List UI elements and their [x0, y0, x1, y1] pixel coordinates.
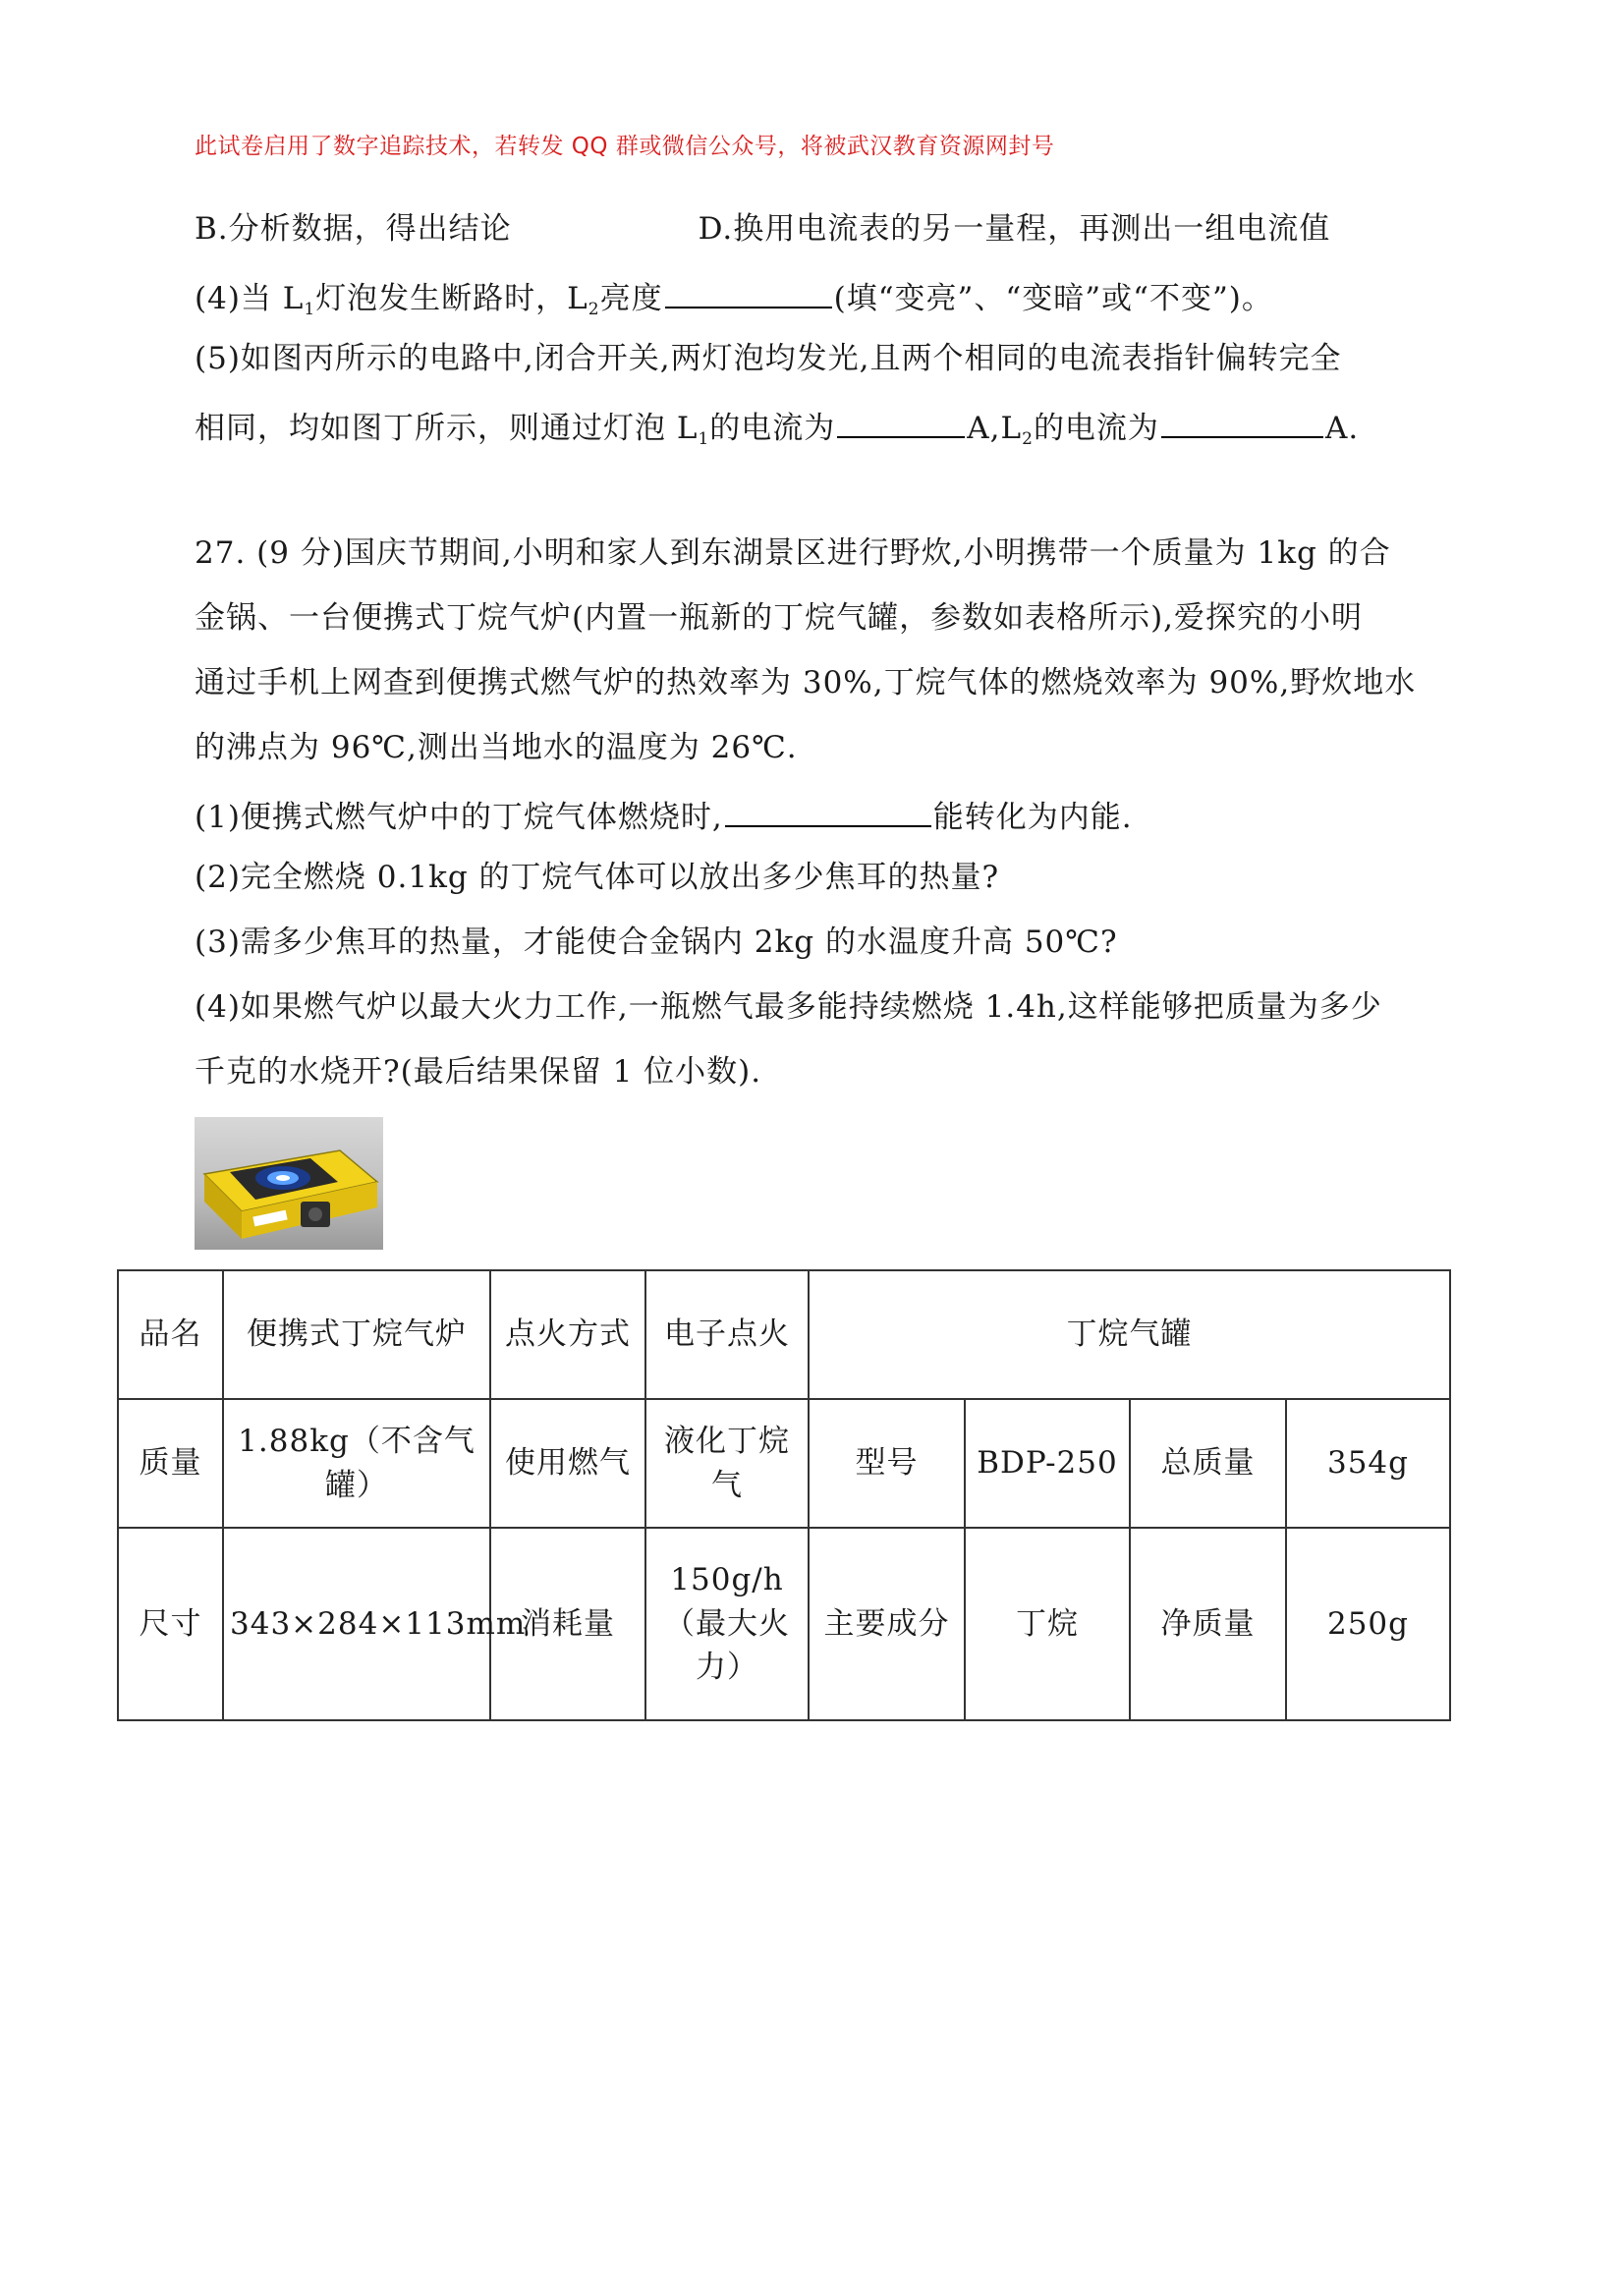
table-row	[118, 1270, 1450, 1399]
option-b: B.分析数据，得出结论	[195, 211, 512, 247]
q27-sub-4-line-2: 千克的水烧开?(最后结果保留 1 位小数).	[195, 1054, 762, 1090]
q27-stem-line-3: 通过手机上网查到便携式燃气炉的热效率为 30%,丁烷气体的燃烧效率为 90%,野炊地水	[195, 665, 1417, 700]
table-cell: 消耗量	[490, 1528, 645, 1720]
watermark-notice: 此试卷启用了数字追踪技术，若转发 QQ 群或微信公众号，将被武汉教育资源网封号	[195, 134, 1055, 159]
q4-subscript-1: 1	[304, 300, 316, 319]
table-cell: 丁烷气罐	[809, 1270, 1450, 1399]
table-cell: 250g	[1286, 1528, 1450, 1720]
q4-text-pre: (4)当 L	[195, 281, 305, 316]
q27-stem-line-1: 27. (9 分)国庆节期间,小明和家人到东湖景区进行野炊,小明携带一个质量为 1kg 的合	[195, 535, 1391, 571]
table-cell: 品名	[118, 1270, 223, 1399]
q27-sub1-text-pre: (1)便携式燃气炉中的丁烷气体燃烧时,	[195, 800, 723, 835]
table-cell: 质量	[118, 1399, 223, 1528]
q4-subscript-2: 2	[588, 300, 600, 319]
stove-photo-icon	[195, 1117, 383, 1250]
table-cell: 总质量	[1130, 1399, 1286, 1528]
q27-sub-2: (2)完全燃烧 0.1kg 的丁烷气体可以放出多少焦耳的热量?	[195, 860, 1000, 895]
table-cell: 液化丁烷气	[645, 1399, 809, 1528]
q4-text-post: (填“变亮”、“变暗”或“不变”)。	[833, 281, 1273, 316]
stove-photo	[195, 1117, 383, 1250]
q27-sub1-text-post: 能转化为内能.	[932, 800, 1133, 835]
q4-answer-blank[interactable]	[665, 279, 832, 308]
q27-sub-1	[195, 798, 1133, 833]
table-cell: 便携式丁烷气炉	[223, 1270, 490, 1399]
table-cell: 型号	[809, 1399, 965, 1528]
q5-text-end: A.	[1324, 411, 1360, 446]
table-cell: 点火方式	[490, 1270, 645, 1399]
question-5-line-1: (5)如图丙所示的电路中,闭合开关,两灯泡均发光,且两个相同的电流表指针偏转完全	[195, 341, 1342, 376]
q4-text-after: 亮度	[599, 281, 663, 316]
q5-answer-blank-1[interactable]	[837, 409, 965, 438]
question-4	[195, 279, 1273, 318]
spec-table	[117, 1269, 1451, 1721]
option-line	[195, 211, 1331, 247]
q27-sub-3: (3)需多少焦耳的热量，才能使合金锅内 2kg 的水温度升高 50℃?	[195, 924, 1118, 960]
question-5-line-2	[195, 409, 1359, 448]
q5-subscript-1: 1	[698, 429, 710, 449]
table-cell: 343×284×113mm	[223, 1528, 490, 1720]
table-cell: 354g	[1286, 1399, 1450, 1528]
q5-subscript-2: 2	[1022, 429, 1034, 449]
q5-text-pre: 相同，均如图丁所示，则通过灯泡 L	[195, 411, 699, 446]
table-cell: 电子点火	[645, 1270, 809, 1399]
table-cell: BDP-250	[965, 1399, 1130, 1528]
q27-stem-line-4: 的沸点为 96℃,测出当地水的温度为 26℃.	[195, 730, 798, 765]
table-row	[118, 1399, 1450, 1528]
table-cell: 使用燃气	[490, 1399, 645, 1528]
q5-answer-blank-2[interactable]	[1161, 409, 1323, 438]
table-cell: 净质量	[1130, 1528, 1286, 1720]
table-cell: 丁烷	[965, 1528, 1130, 1720]
table-cell: 150g/h（最大火力）	[645, 1528, 809, 1720]
option-d: D.换用电流表的另一量程，再测出一组电流值	[698, 211, 1331, 247]
table-cell: 尺寸	[118, 1528, 223, 1720]
q5-text-mid2: A,L	[967, 411, 1023, 446]
q27-sub1-answer-blank[interactable]	[725, 798, 931, 827]
table-row	[118, 1528, 1450, 1720]
q5-text-mid3: 的电流为	[1033, 411, 1159, 446]
q27-stem-line-2: 金锅、一台便携式丁烷气炉(内置一瓶新的丁烷气罐，参数如表格所示),爱探究的小明	[195, 600, 1364, 636]
table-cell: 主要成分	[809, 1528, 965, 1720]
q4-text-mid: 灯泡发生断路时，L	[315, 281, 588, 316]
q5-text-mid: 的电流为	[709, 411, 836, 446]
table-cell: 1.88kg（不含气罐）	[223, 1399, 490, 1528]
q27-sub-4-line-1: (4)如果燃气炉以最大火力工作,一瓶燃气最多能持续燃烧 1.4h,这样能够把质量为多少	[195, 989, 1382, 1025]
